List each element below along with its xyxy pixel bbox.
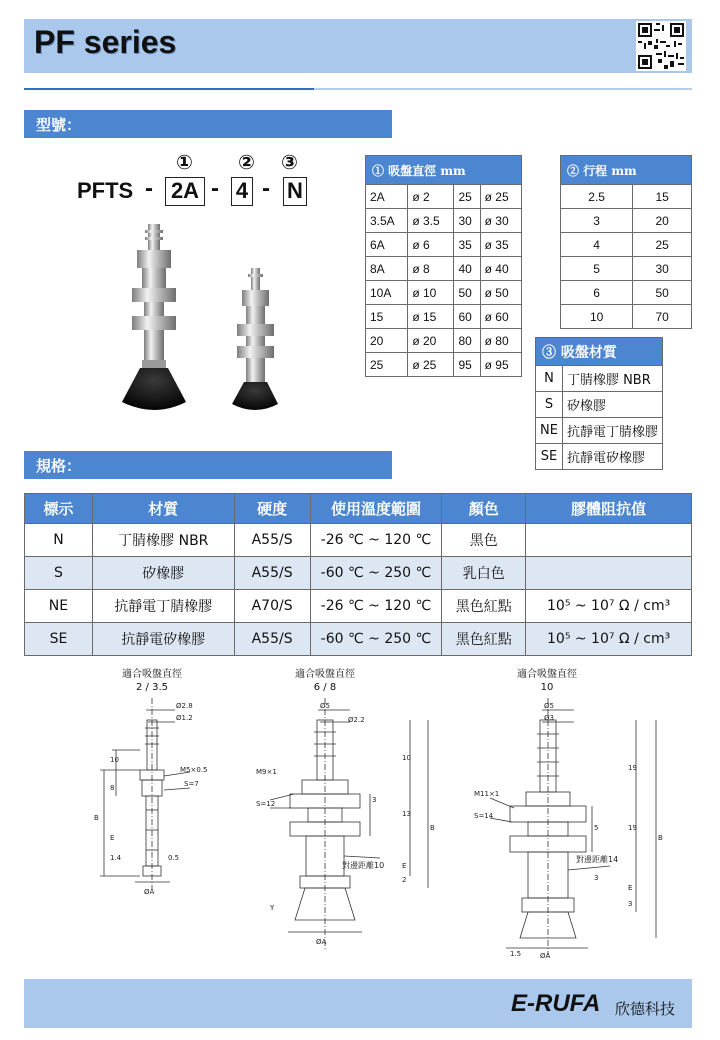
- diameter-cell: ø 2: [408, 185, 454, 209]
- drawing-2-n3: 13: [402, 810, 411, 818]
- diameter-row: [366, 353, 522, 377]
- company-name: 欣德科技: [615, 1000, 676, 1018]
- diameter-cell: 25: [366, 353, 408, 377]
- diameter-cell: 80: [454, 329, 480, 353]
- material-code: SE: [536, 444, 563, 470]
- model-part-material: N: [283, 177, 307, 206]
- drawing-2-n1: 10: [402, 754, 411, 762]
- stroke-cell: 3: [561, 209, 633, 233]
- drawing-2-n4: 2: [402, 876, 407, 884]
- stroke-cell: 6: [561, 281, 633, 305]
- product-photo: [112, 222, 312, 418]
- model-dash: -: [262, 175, 270, 202]
- spec-cell: 乳白色: [442, 557, 526, 590]
- diameter-table-title: ① 吸盤直徑 mm: [366, 156, 522, 185]
- diameter-cell: ø 10: [408, 281, 454, 305]
- diameter-cell: ø 50: [480, 281, 521, 305]
- technical-drawing-3: [470, 690, 680, 965]
- spec-cell: A55/S: [234, 557, 310, 590]
- drawing-3-d2: Ø3: [544, 714, 554, 722]
- spec-table: [24, 493, 692, 656]
- drawing-1-n2: 8: [110, 784, 115, 792]
- stroke-row: [561, 185, 692, 209]
- spec-cell: [526, 557, 692, 590]
- header-divider: [24, 88, 692, 90]
- large-vacuum-pad: [122, 224, 186, 410]
- diameter-cell: ø 6: [408, 233, 454, 257]
- drawing-sizes: 2 / 3.5: [136, 682, 168, 693]
- drawing-3-b: B: [658, 834, 663, 842]
- spec-cell: -26 ℃ ~ 120 ℃: [310, 524, 442, 557]
- spec-cell: 丁腈橡膠 NBR: [92, 524, 234, 557]
- spec-cell: S: [25, 557, 93, 590]
- diameter-cell: ø 35: [480, 233, 521, 257]
- material-code: N: [536, 366, 563, 392]
- stroke-cell: 10: [561, 305, 633, 329]
- spec-row: [25, 524, 692, 557]
- diameter-cell: 30: [454, 209, 480, 233]
- diameter-cell: 60: [454, 305, 480, 329]
- drawing-2-b: B: [430, 824, 435, 832]
- drawing-2-d1: Ø5: [320, 702, 330, 710]
- diameter-row: [366, 233, 522, 257]
- drawing-3-n2: 5: [594, 824, 599, 832]
- spec-cell: 抗靜電矽橡膠: [92, 623, 234, 656]
- spec-cell: 黑色: [442, 524, 526, 557]
- drawing-1-n3: 1.4: [110, 854, 122, 862]
- drawing-1-d1: Ø2.8: [176, 702, 193, 710]
- drawing-2-n2: 3: [372, 796, 377, 804]
- drawing-2-e: E: [402, 862, 407, 870]
- diameter-cell: 25: [454, 185, 480, 209]
- diameter-cell: 40: [454, 257, 480, 281]
- material-row: [536, 366, 663, 392]
- drawing-1-n1: 10: [110, 756, 119, 764]
- drawing-2-hex: S=12: [256, 800, 276, 808]
- qr-code-icon: [636, 21, 686, 71]
- spec-row: [25, 623, 692, 656]
- spec-cell: -60 ℃ ~ 250 ℃: [310, 557, 442, 590]
- spec-row: [25, 557, 692, 590]
- technical-drawing-2: [250, 690, 440, 960]
- diameter-row: [366, 209, 522, 233]
- diameter-cell: 20: [366, 329, 408, 353]
- drawing-1-thread: M5×0.5: [180, 766, 208, 774]
- spec-row: [25, 590, 692, 623]
- model-part-diameter: 2A: [165, 177, 205, 206]
- model-prefix: PFTS: [77, 178, 134, 203]
- spec-cell: -26 ℃ ~ 120 ℃: [310, 590, 442, 623]
- drawing-3-n4: 3: [594, 874, 599, 882]
- diameter-cell: ø 40: [480, 257, 521, 281]
- drawing-sizes: 6 / 8: [313, 682, 337, 693]
- company-logo: E-RUFA: [511, 990, 601, 1017]
- diameter-row: [366, 257, 522, 281]
- drawing-3-hex: S=14: [474, 812, 494, 820]
- stroke-cell: 50: [633, 281, 692, 305]
- material-row: [536, 418, 663, 444]
- spec-header-cell: 標示: [25, 494, 93, 524]
- drawing-2-thread: M9×1: [256, 768, 277, 776]
- stroke-cell: 4: [561, 233, 633, 257]
- diameter-cell: 6A: [366, 233, 408, 257]
- drawing-3-n5: 3: [628, 900, 633, 908]
- spec-header-cell: 使用溫度範圍: [310, 494, 442, 524]
- diameter-cell: ø 15: [408, 305, 454, 329]
- diameter-row: [366, 329, 522, 353]
- material-name: 抗靜電丁腈橡膠: [562, 418, 662, 444]
- spec-cell: [526, 524, 692, 557]
- drawing-3-thread: M11×1: [474, 790, 500, 798]
- model-dash: -: [145, 175, 153, 202]
- material-row: [536, 392, 663, 418]
- spec-header-cell: 顏色: [442, 494, 526, 524]
- diameter-cell: ø 25: [480, 185, 521, 209]
- drawing-3-e: E: [628, 884, 633, 892]
- diameter-cell: 10A: [366, 281, 408, 305]
- material-row: [536, 444, 663, 470]
- material-name: 丁腈橡膠 NBR: [562, 366, 662, 392]
- model-num-1: ①: [176, 150, 193, 174]
- drawing-3-d1: Ø5: [544, 702, 554, 710]
- stroke-cell: 2.5: [561, 185, 633, 209]
- diameter-table: [365, 155, 522, 377]
- model-num-3: ③: [281, 150, 298, 174]
- stroke-row: [561, 305, 692, 329]
- spec-cell: 抗靜電丁腈橡膠: [92, 590, 234, 623]
- drawing-title-text: 適合吸盤直徑: [295, 669, 355, 680]
- spec-header-cell: 硬度: [234, 494, 310, 524]
- drawing-3-flat: 對邊距離14: [576, 855, 619, 864]
- drawing-1-d2: Ø1.2: [176, 714, 193, 722]
- diameter-cell: 50: [454, 281, 480, 305]
- page-title: PF series: [34, 24, 177, 60]
- diameter-cell: ø 3.5: [408, 209, 454, 233]
- model-dash: -: [211, 175, 219, 202]
- technical-drawing-1: [80, 690, 220, 905]
- material-code: NE: [536, 418, 563, 444]
- material-table-title: ③ 吸盤材質: [536, 338, 663, 366]
- stroke-row: [561, 281, 692, 305]
- small-vacuum-pad: [232, 268, 278, 410]
- stroke-table: [560, 155, 692, 329]
- spec-cell: -60 ℃ ~ 250 ℃: [310, 623, 442, 656]
- spec-cell: 10⁵ ~ 10⁷ Ω / cm³: [526, 623, 692, 656]
- stroke-row: [561, 233, 692, 257]
- stroke-row: [561, 209, 692, 233]
- material-name: 抗靜電矽橡膠: [562, 444, 662, 470]
- spec-cell: N: [25, 524, 93, 557]
- spec-cell: 10⁵ ~ 10⁷ Ω / cm³: [526, 590, 692, 623]
- spec-cell: 黑色紅點: [442, 590, 526, 623]
- diameter-cell: 2A: [366, 185, 408, 209]
- drawing-3-da: ØA: [540, 952, 551, 960]
- spec-section-label: 規格：: [24, 451, 392, 479]
- drawing-sizes: 10: [540, 682, 554, 693]
- stroke-cell: 5: [561, 257, 633, 281]
- drawing-2-y: Y: [270, 904, 275, 912]
- material-table: [535, 337, 663, 470]
- spec-cell: 黑色紅點: [442, 623, 526, 656]
- spec-cell: 矽橡膠: [92, 557, 234, 590]
- model-section-label: 型號：: [24, 110, 392, 138]
- diameter-row: [366, 185, 522, 209]
- diameter-cell: ø 20: [408, 329, 454, 353]
- drawing-2-d2: Ø2.2: [348, 716, 365, 724]
- material-code: S: [536, 392, 563, 418]
- drawing-2-da: ØA: [316, 938, 327, 946]
- diameter-cell: ø 60: [480, 305, 521, 329]
- drawing-1-da: ØA: [144, 888, 155, 896]
- diameter-cell: 8A: [366, 257, 408, 281]
- drawing-title-text: 適合吸盤直徑: [122, 669, 182, 680]
- drawing-1-e: E: [110, 834, 115, 842]
- drawing-1-hex: S=7: [184, 780, 199, 788]
- spec-header-cell: 材質: [92, 494, 234, 524]
- diameter-row: [366, 305, 522, 329]
- stroke-table-title: ② 行程 mm: [561, 156, 692, 185]
- spec-cell: A55/S: [234, 623, 310, 656]
- model-num-2: ②: [238, 150, 255, 174]
- diameter-cell: ø 80: [480, 329, 521, 353]
- diameter-cell: ø 95: [480, 353, 521, 377]
- spec-cell: A55/S: [234, 524, 310, 557]
- drawing-3-n3: 19: [628, 824, 637, 832]
- diameter-cell: 35: [454, 233, 480, 257]
- diameter-cell: ø 30: [480, 209, 521, 233]
- drawing-3-n1: 19: [628, 764, 637, 772]
- material-name: 矽橡膠: [562, 392, 662, 418]
- spec-header-cell: 膠體阻抗值: [526, 494, 692, 524]
- drawing-title-text: 適合吸盤直徑: [517, 669, 577, 680]
- stroke-cell: 70: [633, 305, 692, 329]
- stroke-cell: 15: [633, 185, 692, 209]
- spec-cell: SE: [25, 623, 93, 656]
- drawing-1-b: B: [94, 814, 99, 822]
- drawing-3-n6: 1.5: [510, 950, 522, 958]
- stroke-cell: 20: [633, 209, 692, 233]
- stroke-row: [561, 257, 692, 281]
- stroke-cell: 25: [633, 233, 692, 257]
- diameter-row: [366, 281, 522, 305]
- diameter-cell: 3.5A: [366, 209, 408, 233]
- spec-cell: NE: [25, 590, 93, 623]
- diameter-cell: 15: [366, 305, 408, 329]
- spec-cell: A70/S: [234, 590, 310, 623]
- diameter-cell: ø 8: [408, 257, 454, 281]
- drawing-1-n4: 0.5: [168, 854, 180, 862]
- diameter-cell: ø 25: [408, 353, 454, 377]
- stroke-cell: 30: [633, 257, 692, 281]
- model-part-stroke: 4: [231, 177, 253, 206]
- drawing-2-flat: 對邊距離10: [342, 861, 385, 870]
- diameter-cell: 95: [454, 353, 480, 377]
